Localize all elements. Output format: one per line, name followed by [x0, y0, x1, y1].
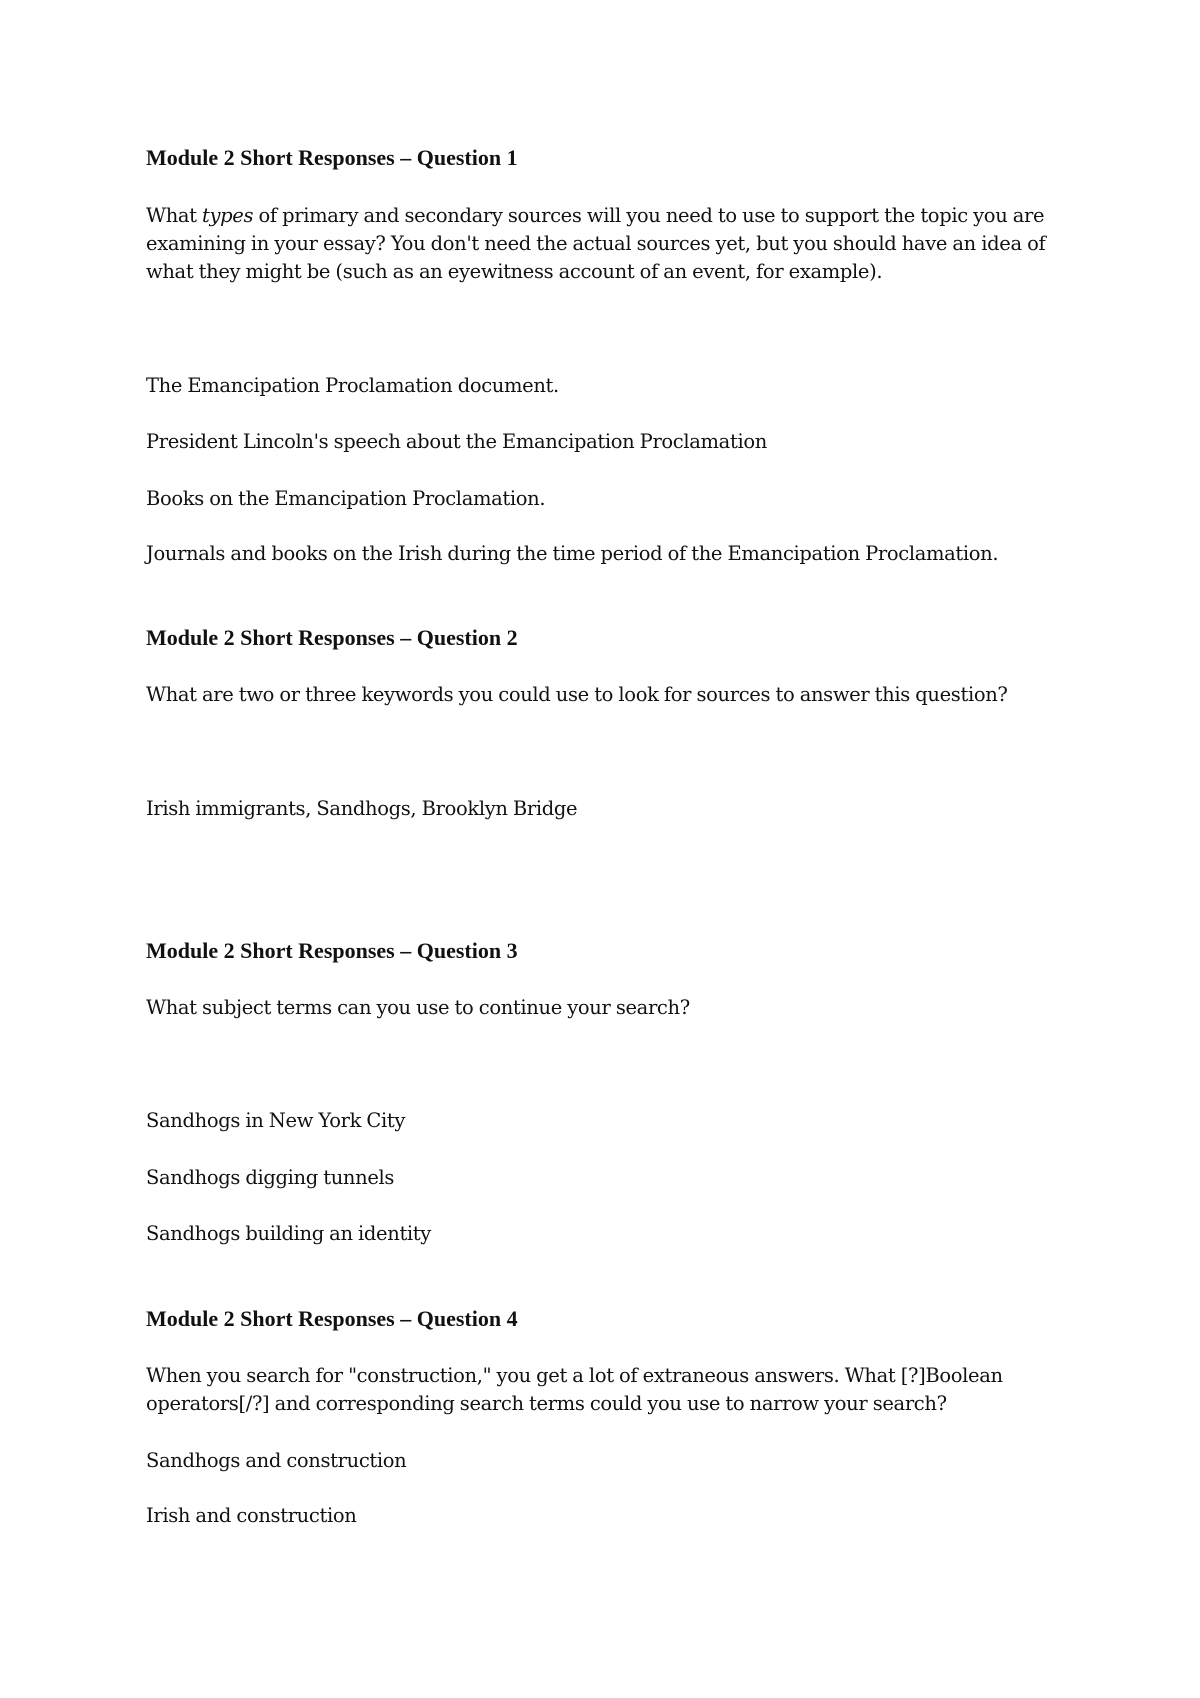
question-4-prompt: When you search for "construction," you get a lot of extraneous answers. What [?]Boolean operators[/?] and corresponding search terms could you use to narrow your search? [146, 1364, 1003, 1415]
question-2-heading: Module 2 Short Responses – Question 2 [146, 625, 518, 650]
question-3-answer: Sandhogs building an identity [146, 1222, 431, 1245]
question-3-answer: Sandhogs in New York City [146, 1109, 406, 1132]
question-3-heading: Module 2 Short Responses – Question 3 [146, 938, 518, 963]
question-1-answer: Books on the Emancipation Proclamation. [146, 487, 546, 510]
question-3-prompt: What subject terms can you use to continue your search? [146, 996, 690, 1019]
question-4-heading: Module 2 Short Responses – Question 4 [146, 1306, 518, 1331]
question-1-answer: President Lincoln's speech about the Emancipation Proclamation [146, 430, 767, 453]
question-1-answer: Journals and books on the Irish during the time period of the Emancipation Proclamation. [146, 542, 999, 565]
question-1-prompt-start: What [146, 204, 203, 227]
question-1-prompt-emphasis: types [202, 204, 254, 227]
question-1-heading: Module 2 Short Responses – Question 1 [146, 145, 518, 170]
question-2-answer: Irish immigrants, Sandhogs, Brooklyn Bridge [146, 797, 578, 820]
question-1-answer: The Emancipation Proclamation document. [146, 374, 559, 397]
question-1-prompt [146, 202, 1046, 286]
question-3-answer: Sandhogs digging tunnels [146, 1166, 395, 1189]
question-2-prompt: What are two or three keywords you could use to look for sources to answer this question? [146, 683, 1008, 706]
question-4-answer: Irish and construction [146, 1504, 357, 1527]
question-1-prompt-rest: of primary and secondary sources will you need to use to support the topic you are examining in your essay? You don't need the actual sources yet, but you should have an idea of what they might be (such as an eyewitness account of an event, for example). [146, 204, 1046, 283]
question-4-answer: Sandhogs and construction [146, 1449, 407, 1472]
